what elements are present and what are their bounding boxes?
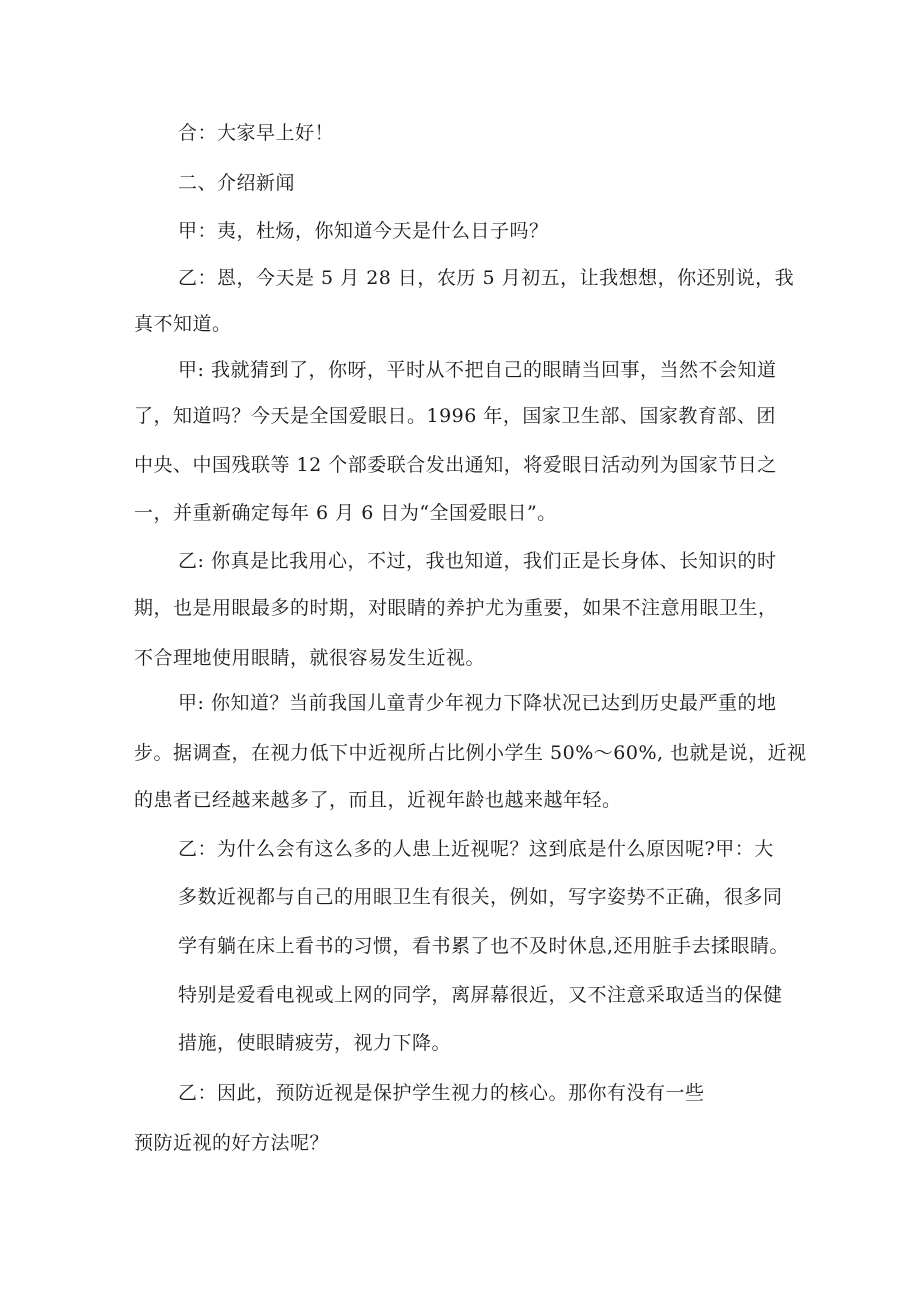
text-line: 步。据调查，在视力低下中近视所占比例小学生 50%～60%, 也就是说，近视 xyxy=(134,742,807,764)
text-line: 甲：夷，杜炀，你知道今天是什么日子吗？ xyxy=(178,220,549,242)
text-line: 预防近视的好方法呢？ xyxy=(134,1132,330,1154)
text-line: 学有躺在床上看书的习惯，看书累了也不及时休息,还用脏手去揉眼睛。 xyxy=(178,935,790,957)
text-line: 措施，使眼睛疲劳，视力下降。 xyxy=(178,1032,452,1054)
text-line: 真不知道。 xyxy=(134,313,232,335)
text-line: 了，知道吗？今天是全国爱眼日。1996 年，国家卫生部、国家教育部、团 xyxy=(134,405,776,427)
text-line: 特别是爱看电视或上网的同学，离屏幕很近，又不注意采取适当的保健 xyxy=(178,984,783,1006)
text-line: 乙：恩，今天是 5 月 28 日，农历 5 月初五，让我想想，你还别说，我 xyxy=(178,267,795,289)
text-line: 甲: 我就猜到了，你呀，平时从不把自己的眼睛当回事，当然不会知道 xyxy=(178,359,777,381)
text-line: 多数近视都与自己的用眼卫生有很关，例如，写字姿势不正确，很多同 xyxy=(178,886,783,908)
text-line: 甲: 你知道？当前我国儿童青少年视力下降状况已达到历史最严重的地 xyxy=(178,692,777,714)
text-line: 的患者已经越来越多了，而且，近视年龄也越来越年轻。 xyxy=(134,789,622,811)
text-line: 不合理地使用眼睛，就很容易发生近视。 xyxy=(134,647,486,669)
text-line-greeting: 合：大家早上好！ xyxy=(178,122,335,144)
text-line: 乙: 你真是比我用心，不过，我也知道，我们正是长身体、长知识的时 xyxy=(178,550,777,572)
text-line: 一，并重新确定每年 6 月 6 日为“全国爱眼日”。 xyxy=(134,502,557,524)
text-line: 中央、中国残联等 12 个部委联合发出通知，将爱眼日活动列为国家节日之 xyxy=(134,454,777,476)
text-line: 乙：为什么会有这么多的人患上近视呢？这到底是什么原因呢?甲：大 xyxy=(178,838,774,860)
section-heading: 二、介绍新闻 xyxy=(178,172,296,194)
text-line: 期，也是用眼最多的时期，对眼睛的养护尤为重要，如果不注意用眼卫生， xyxy=(134,597,778,619)
text-line: 乙：因此，预防近视是保护学生视力的核心。那你有没有一些 xyxy=(178,1082,705,1104)
